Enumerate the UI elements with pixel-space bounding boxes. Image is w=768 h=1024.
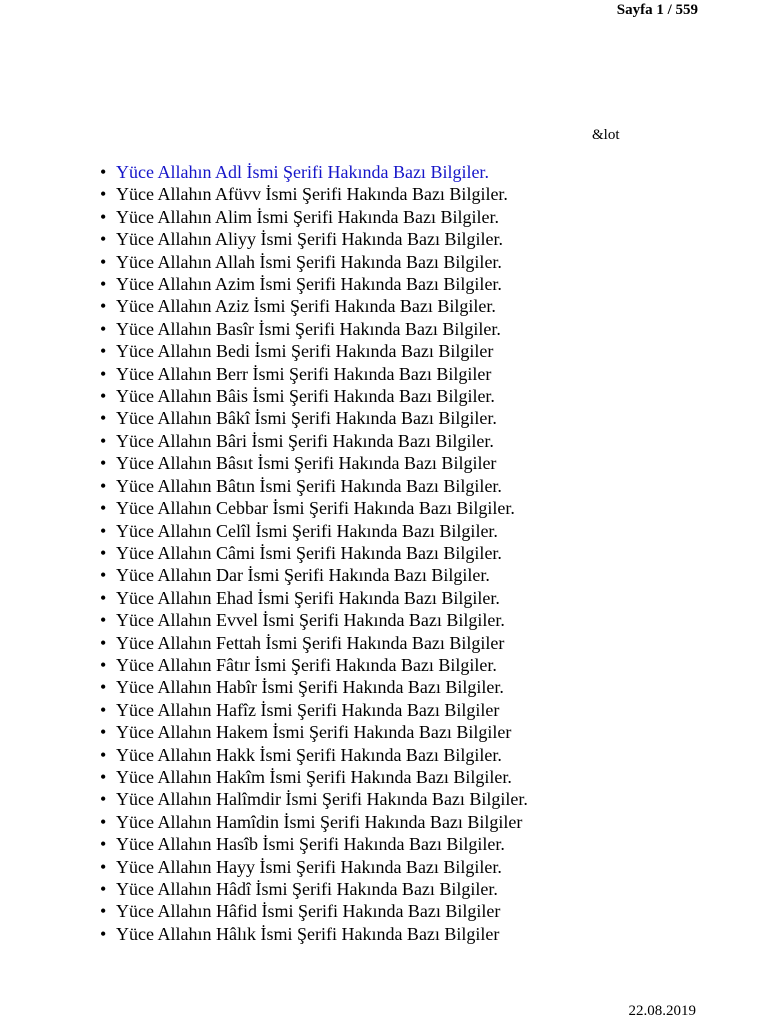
bullet-icon: •: [100, 856, 107, 877]
toc-link[interactable]: Yüce Allahın Câmi İsmi Şerifi Hakında Bazı Bilgiler.: [116, 542, 502, 563]
toc-link[interactable]: Yüce Allahın Hâfid İsmi Şerifi Hakında Bazı Bilgiler: [116, 901, 501, 922]
toc-item: [100, 900, 528, 922]
anchor-marker-text: &lot: [592, 127, 620, 143]
toc-link[interactable]: Yüce Allahın Habîr İsmi Şerifi Hakında Bazı Bilgiler.: [116, 677, 504, 698]
toc-link[interactable]: Yüce Allahın Dar İsmi Şerifi Hakında Bazı Bilgiler.: [116, 565, 490, 586]
toc-item: [100, 318, 528, 340]
bullet-icon: •: [100, 184, 107, 205]
toc-link[interactable]: Yüce Allahın Fettah İsmi Şerifi Hakında Bazı Bilgiler: [116, 632, 505, 653]
toc-item: [100, 811, 528, 833]
bullet-icon: •: [100, 722, 107, 743]
toc-link[interactable]: Yüce Allahın Hakk İsmi Şerifi Hakında Bazı Bilgiler.: [116, 744, 502, 765]
bullet-icon: •: [100, 453, 107, 474]
bullet-icon: •: [100, 789, 107, 810]
bullet-icon: •: [100, 632, 107, 653]
bullet-icon: •: [100, 542, 107, 563]
toc-link[interactable]: Yüce Allahın Azim İsmi Şerifi Hakında Bazı Bilgiler.: [116, 274, 502, 295]
toc-link[interactable]: Yüce Allahın Hakîm İsmi Şerifi Hakında Bazı Bilgiler.: [116, 766, 512, 787]
bullet-icon: •: [100, 699, 107, 720]
bullet-icon: •: [100, 251, 107, 272]
toc-link[interactable]: Yüce Allahın Bâis İsmi Şerifi Hakında Bazı Bilgiler.: [116, 386, 495, 407]
toc-link[interactable]: Yüce Allahın Bâri İsmi Şerifi Hakında Bazı Bilgiler.: [116, 430, 494, 451]
toc-item: [100, 744, 528, 766]
toc-item: [100, 251, 528, 273]
toc-link[interactable]: Yüce Allahın Hamîdin İsmi Şerifi Hakında Bazı Bilgiler: [116, 811, 523, 832]
bullet-icon: •: [100, 363, 107, 384]
toc-link[interactable]: Yüce Allahın Bedi İsmi Şerifi Hakında Bazı Bilgiler: [116, 341, 494, 362]
toc-item: [100, 788, 528, 810]
toc-item: [100, 340, 528, 362]
bullet-icon: •: [100, 677, 107, 698]
bullet-icon: •: [100, 766, 107, 787]
toc-link[interactable]: Yüce Allahın Bâkî İsmi Şerifi Hakında Bazı Bilgiler.: [116, 408, 497, 429]
toc-link[interactable]: Yüce Allahın Hasîb İsmi Şerifi Hakında Bazı Bilgiler.: [116, 834, 505, 855]
toc-link[interactable]: Yüce Allahın Bâtın İsmi Şerifi Hakında Bazı Bilgiler.: [116, 475, 502, 496]
toc-link[interactable]: Yüce Allahın Hakem İsmi Şerifi Hakında Bazı Bilgiler: [116, 722, 512, 743]
toc-link[interactable]: Yüce Allahın Basîr İsmi Şerifi Hakında Bazı Bilgiler.: [116, 318, 501, 339]
print-date: 22.08.2019: [628, 1003, 696, 1019]
bullet-icon: •: [100, 296, 107, 317]
toc-link[interactable]: Yüce Allahın Aliyy İsmi Şerifi Hakında Bazı Bilgiler.: [116, 229, 503, 250]
toc-item: [100, 833, 528, 855]
toc-item: [100, 363, 528, 385]
toc-link[interactable]: Yüce Allahın Allah İsmi Şerifi Hakında Bazı Bilgiler.: [116, 251, 502, 272]
toc-link[interactable]: Yüce Allahın Halîmdir İsmi Şerifi Hakında Bazı Bilgiler.: [116, 789, 528, 810]
bullet-icon: •: [100, 386, 107, 407]
bullet-icon: •: [100, 274, 107, 295]
bullet-icon: •: [100, 565, 107, 586]
toc-item: [100, 452, 528, 474]
toc-link[interactable]: Yüce Allahın Fâtır İsmi Şerifi Hakında Bazı Bilgiler.: [116, 654, 497, 675]
toc-item: [100, 542, 528, 564]
toc-item: [100, 721, 528, 743]
bullet-icon: •: [100, 430, 107, 451]
toc-link[interactable]: Yüce Allahın Bâsıt İsmi Şerifi Hakında Bazı Bilgiler: [116, 453, 497, 474]
bullet-icon: •: [100, 162, 107, 182]
bullet-icon: •: [100, 587, 107, 608]
toc-item: [100, 385, 528, 407]
bullet-icon: •: [100, 834, 107, 855]
toc-item: [100, 273, 528, 295]
bullet-icon: •: [100, 610, 107, 631]
page-indicator: Sayfa 1 / 559: [616, 2, 698, 18]
toc-item: [100, 923, 528, 945]
toc-item: [100, 632, 528, 654]
toc-link[interactable]: Yüce Allahın Evvel İsmi Şerifi Hakında Bazı Bilgiler.: [116, 610, 505, 631]
toc-item: [100, 699, 528, 721]
toc-item: [100, 475, 528, 497]
bullet-icon: •: [100, 654, 107, 675]
toc-item: [100, 654, 528, 676]
toc-item: [100, 520, 528, 542]
toc-item: [100, 430, 528, 452]
bullet-icon: •: [100, 498, 107, 519]
toc-link[interactable]: Yüce Allahın Celîl İsmi Şerifi Hakında Bazı Bilgiler.: [116, 520, 498, 541]
toc-link[interactable]: Yüce Allahın Aziz İsmi Şerifi Hakında Bazı Bilgiler.: [116, 296, 496, 317]
toc-item: [100, 878, 528, 900]
toc-item: [100, 766, 528, 788]
toc-link[interactable]: Yüce Allahın Ehad İsmi Şerifi Hakında Bazı Bilgiler.: [116, 587, 500, 608]
toc-item: [100, 295, 528, 317]
toc-item: [100, 587, 528, 609]
toc-link[interactable]: Yüce Allahın Alim İsmi Şerifi Hakında Bazı Bilgiler.: [116, 206, 499, 227]
bullet-icon: •: [100, 744, 107, 765]
toc-link[interactable]: Yüce Allahın Berr İsmi Şerifi Hakında Bazı Bilgiler: [116, 363, 492, 384]
toc-item: [100, 497, 528, 519]
toc-link[interactable]: Yüce Allahın Adl İsmi Şerifi Hakında Bazı Bilgiler.: [116, 162, 489, 182]
bullet-icon: •: [100, 341, 107, 362]
bullet-icon: •: [100, 811, 107, 832]
toc-item: [100, 609, 528, 631]
bullet-icon: •: [100, 520, 107, 541]
bullet-icon: •: [100, 475, 107, 496]
bullet-icon: •: [100, 206, 107, 227]
toc-item: [100, 161, 528, 183]
toc-item: [100, 183, 528, 205]
toc-item: [100, 676, 528, 698]
toc-link[interactable]: Yüce Allahın Hayy İsmi Şerifi Hakında Bazı Bilgiler.: [116, 856, 502, 877]
bullet-icon: •: [100, 901, 107, 922]
bullet-icon: •: [100, 408, 107, 429]
toc-link[interactable]: Yüce Allahın Afüvv İsmi Şerifi Hakında Bazı Bilgiler.: [116, 184, 508, 205]
bullet-icon: •: [100, 923, 107, 944]
bullet-icon: •: [100, 229, 107, 250]
toc-link[interactable]: Yüce Allahın Hafîz İsmi Şerifi Hakında Bazı Bilgiler: [116, 699, 500, 720]
toc-link[interactable]: Yüce Allahın Hâlık İsmi Şerifi Hakında Bazı Bilgiler: [116, 923, 500, 944]
toc-item: [100, 856, 528, 878]
toc-item: [100, 206, 528, 228]
toc-link[interactable]: Yüce Allahın Cebbar İsmi Şerifi Hakında Bazı Bilgiler.: [116, 498, 515, 519]
toc-link[interactable]: Yüce Allahın Hâdî İsmi Şerifi Hakında Bazı Bilgiler.: [116, 879, 498, 899]
toc-item: [100, 228, 528, 250]
bullet-icon: •: [100, 318, 107, 339]
toc-item: [100, 564, 528, 586]
table-of-contents: [100, 161, 528, 945]
bullet-icon: •: [100, 879, 107, 899]
toc-item: [100, 407, 528, 429]
